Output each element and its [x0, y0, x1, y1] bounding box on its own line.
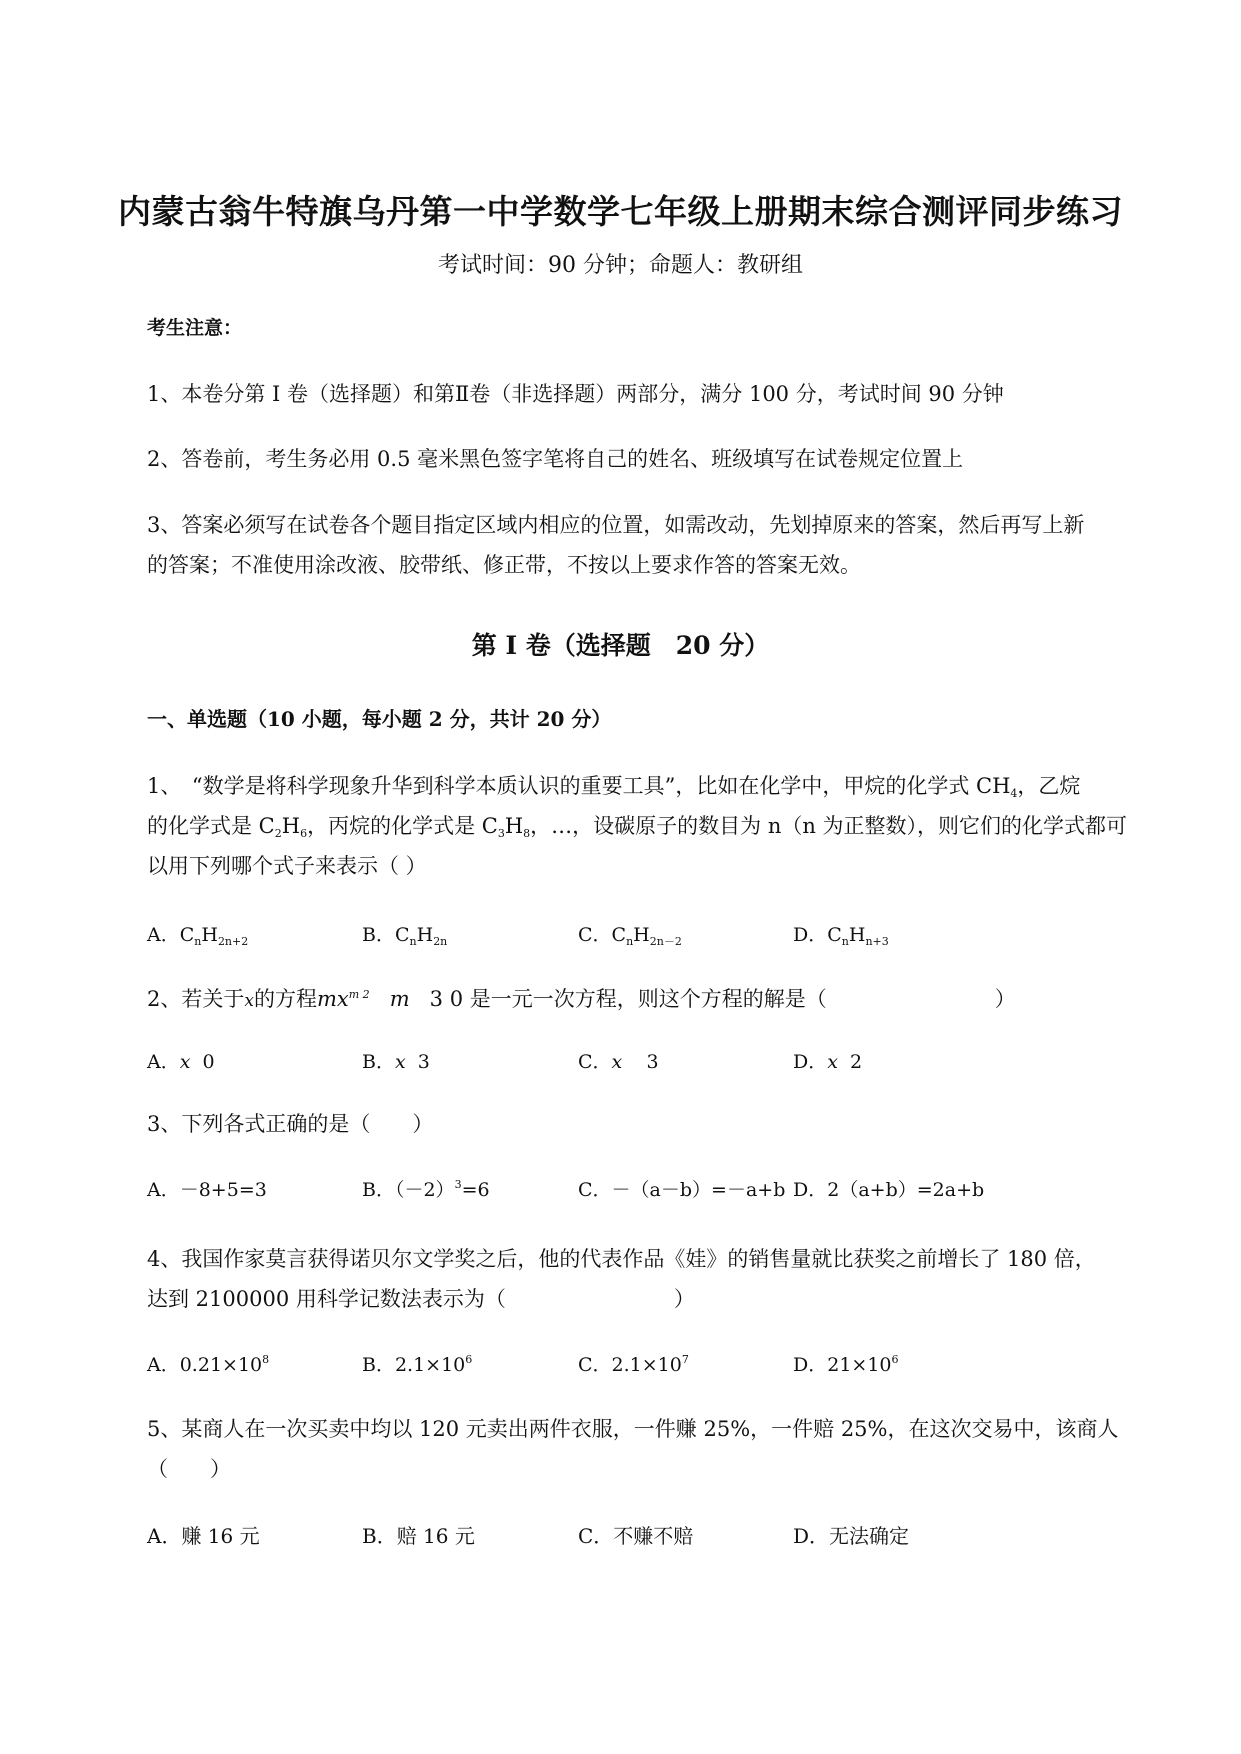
- section-title: 第 I 卷（选择题 20 分）: [471, 631, 770, 660]
- question-1-line-3: 以用下列哪个式子来表示（ ）: [147, 854, 427, 878]
- q2-option-b[interactable]: [362, 1047, 430, 1074]
- option-label: D．21×10: [793, 1354, 892, 1376]
- q1-sub: 6: [300, 827, 308, 840]
- option-exponent: 3: [454, 1178, 462, 1191]
- q1-sub: 8: [523, 827, 531, 840]
- option-sub: 2n+2: [217, 935, 249, 948]
- option-label: H: [633, 924, 650, 946]
- q1-option-d[interactable]: [793, 920, 889, 948]
- page-title: 内蒙古翁牛特旗乌丹第一中学数学七年级上册期末综合测评同步练习: [118, 192, 1123, 231]
- question-4-line-1: 4、我国作家莫言获得诺贝尔文学奖之后，他的代表作品《娃》的销售量就比获奖之前增长了 180 倍，: [147, 1247, 1096, 1271]
- q1-option-c[interactable]: [578, 920, 682, 949]
- q4-option-b[interactable]: [362, 1350, 472, 1377]
- q1-sub: 4: [1010, 787, 1018, 800]
- q2-var: m: [389, 987, 410, 1011]
- option-exponent: 6: [465, 1353, 473, 1366]
- option-label: B．: [362, 1051, 395, 1073]
- question-2: [147, 983, 1157, 1013]
- q2-option-a[interactable]: [147, 1047, 215, 1074]
- question-4-line-2: 达到 2100000 用科学记数法表示为（ ）: [147, 1287, 695, 1311]
- option-var: x: [179, 1051, 191, 1073]
- q1-text: H: [281, 814, 301, 838]
- option-exponent: 6: [891, 1353, 899, 1366]
- q1-text: ，丙烷的化学式是 C: [307, 814, 498, 838]
- q3-option-c[interactable]: C．－（a－b）=－a+b: [578, 1179, 786, 1201]
- option-label: A．0.21×10: [147, 1354, 263, 1376]
- option-label: C．C: [578, 924, 627, 946]
- q2-text: 的方程: [253, 987, 317, 1011]
- question-1-line-1: [147, 770, 1157, 800]
- option-label: B．2.1×10: [362, 1354, 466, 1376]
- q5-option-c[interactable]: C．不赚不赔: [578, 1524, 694, 1548]
- q5-option-d[interactable]: D．无法确定: [793, 1524, 910, 1548]
- option-value: 3: [417, 1051, 430, 1073]
- option-value: 0: [202, 1051, 215, 1073]
- option-label: H: [848, 924, 866, 946]
- q1-text: 的化学式是 C: [147, 814, 275, 838]
- q2-text: 0 是一元一次方程，则这个方程的解是（ ）: [449, 987, 1016, 1011]
- option-sub: n: [409, 935, 417, 948]
- option-label: B．（－2）: [362, 1179, 455, 1201]
- notice-heading: 考生注意：: [147, 317, 243, 339]
- q1-text: ，乙烷: [1017, 774, 1081, 798]
- notice-item-3-cont: 的答案；不准使用涂改液、胶带纸、修正带，不按以上要求作答的答案无效。: [147, 553, 861, 577]
- q2-text: 3: [429, 987, 444, 1011]
- option-label: H: [201, 924, 218, 946]
- question-5-line-1: 5、某商人在一次买卖中均以 120 元卖出两件衣服，一件赚 25%，一件赔 25%，在这次交易中，该商人: [147, 1417, 1119, 1441]
- option-exponent: 8: [262, 1353, 270, 1366]
- q2-var: x: [244, 991, 254, 1011]
- q1-text: 1、 “数学是将科学现象升华到科学本质认识的重要工具”，比如在化学中，甲烷的化学式 CH: [147, 774, 1011, 798]
- option-var: x: [394, 1051, 406, 1073]
- q4-option-a[interactable]: [147, 1350, 269, 1377]
- option-label: A．: [147, 1051, 180, 1073]
- q2-text: 2、若关于: [147, 987, 245, 1011]
- option-sub: 2n: [433, 935, 448, 948]
- q3-option-a[interactable]: A．－8+5=3: [147, 1179, 267, 1201]
- notice-item-1: 1、本卷分第 I 卷（选择题）和第Ⅱ卷（非选择题）两部分，满分 100 分，考试时间 90 分钟: [147, 382, 1004, 406]
- q2-option-d[interactable]: [793, 1047, 862, 1074]
- option-sub: 2n－2: [649, 935, 682, 948]
- option-label: C．: [578, 1051, 612, 1073]
- option-value: 3: [646, 1051, 659, 1073]
- notice-item-3: 3、答案必须写在试卷各个题目指定区域内相应的位置，如需改动，先划掉原来的答案，然后再写上新: [147, 513, 1085, 537]
- q5-option-b[interactable]: B．赔 16 元: [362, 1524, 475, 1548]
- exam-info: 考试时间：90 分钟；命题人：教研组: [438, 253, 803, 278]
- option-sub: n+3: [865, 935, 889, 948]
- q1-sub: 3: [497, 827, 505, 840]
- option-var: x: [827, 1051, 838, 1073]
- option-var: x: [611, 1051, 623, 1073]
- q4-option-d[interactable]: [793, 1350, 899, 1377]
- q3-option-d[interactable]: D．2（a+b）=2a+b: [793, 1179, 985, 1201]
- q2-exponent: m 2: [348, 988, 370, 1001]
- option-sub: n: [626, 935, 634, 948]
- q1-text: H: [504, 814, 524, 838]
- q1-sub: 2: [274, 827, 282, 840]
- part-heading: 一、单选题（10 小题，每小题 2 分，共计 20 分）: [147, 707, 612, 731]
- question-1-line-2: [147, 810, 1157, 840]
- q1-text: ，…，设碳原子的数目为 n（n 为正整数），则它们的化学式都可: [530, 814, 1128, 838]
- question-5-line-2: （ ）: [147, 1457, 231, 1481]
- option-sub: n: [841, 935, 849, 948]
- option-label: C．2.1×10: [578, 1354, 682, 1376]
- notice-item-2: 2、答卷前，考生务必用 0.5 毫米黑色签字笔将自己的姓名、班级填写在试卷规定位置上: [147, 447, 964, 471]
- q1-option-a[interactable]: [147, 920, 248, 948]
- option-value: 2: [850, 1051, 863, 1073]
- option-label: D．: [793, 1051, 828, 1073]
- q3-option-b[interactable]: [362, 1175, 490, 1202]
- option-exponent: 7: [681, 1353, 689, 1366]
- option-label: B．C: [362, 924, 410, 946]
- q2-var: mx: [316, 987, 349, 1011]
- option-label: A．C: [147, 924, 195, 946]
- option-label: =6: [461, 1179, 490, 1201]
- q4-option-c[interactable]: [578, 1350, 689, 1377]
- option-sub: n: [194, 935, 202, 948]
- q5-option-a[interactable]: A．赚 16 元: [147, 1524, 260, 1548]
- question-3: 3、下列各式正确的是（ ）: [147, 1112, 434, 1136]
- option-label: H: [416, 924, 434, 946]
- option-label: D．C: [793, 924, 842, 946]
- q1-option-b[interactable]: [362, 920, 447, 948]
- q2-option-c[interactable]: [578, 1047, 659, 1074]
